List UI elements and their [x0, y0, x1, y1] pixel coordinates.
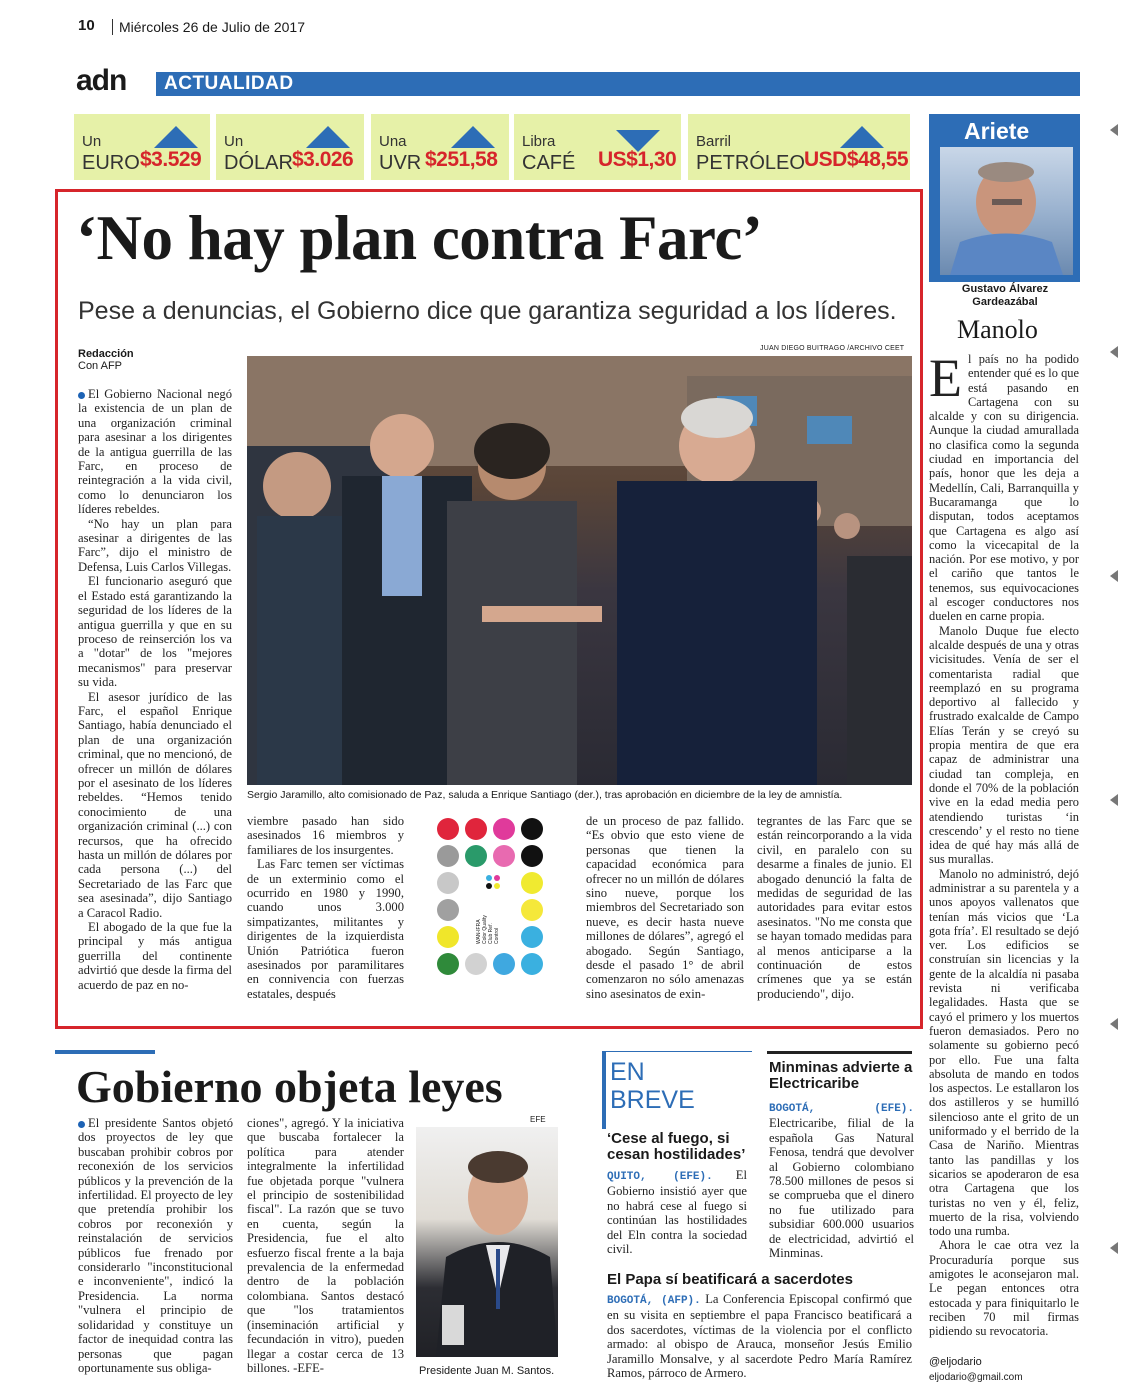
margin-arrow-icon — [1110, 794, 1118, 806]
indicator-uvr — [371, 114, 509, 180]
section-label: ACTUALIDAD — [164, 73, 294, 94]
article-column-3 — [586, 814, 744, 1001]
indicator-label: Barril — [696, 133, 732, 150]
trend-up-icon — [840, 126, 884, 148]
paragraph: Ahora le cae otra vez la Procuraduría porque sus amigotes le aconsejaron mal. Le pegan entonces otra estocada y para finiquitarlo le reciben 70 mil firmas pidiendo su revocatoria. — [929, 1238, 1079, 1339]
handshake-photo — [247, 356, 912, 785]
indicator-name: DÓLAR — [224, 152, 293, 174]
second-headline: Gobierno objeta leyes — [76, 1061, 503, 1112]
brief-3-body — [607, 1292, 912, 1380]
paragraph — [929, 348, 1079, 624]
brief-1-body — [607, 1168, 747, 1256]
paragraph-text: El presidente Santos objetó dos proyectos de ley que buscaban prohibir cobros por reconexión de los servicios públicos y la prevención de la infertilidad. El proyecto de ley que pretendía prohibir los cobros por reconexión y reinstalación de servicios públicos fue frenado por considerarlo "inconstitucional e inconveniente", indicó la Presidencia. La norma "vulnera el principio de solidaridad y constituye un factor de inequidad contra las personas que pagan oportunamente sus obliga- — [78, 1116, 233, 1375]
trend-up-icon — [306, 126, 350, 148]
indicator-cafe — [514, 114, 681, 180]
santos-caption: Presidente Juan M. Santos. — [419, 1365, 555, 1377]
opinion-title: Manolo — [957, 315, 1038, 344]
margin-arrow-icon — [1110, 346, 1118, 358]
indicator-label: Un — [224, 133, 244, 150]
brief-text: Electricaribe, filial de la española Gas Natural Fenosa, tendrá que devolver al Gobierno colombiano 78.500 millones de pesos si se comprueba que el dinero no fue utilizado para subsidiar 600.000 usuarios de electricidad, advirtió el Minminas. — [769, 1116, 914, 1261]
author-email: eljodario@gmail.com — [929, 1372, 1023, 1383]
brief-text: El Gobierno insistió ayer que no habrá cese al fuego si continúan las hostilidades del Eln contra la sociedad civil. — [607, 1168, 747, 1257]
bullet-dot-icon — [78, 1121, 85, 1128]
indicator-name: EURO — [82, 152, 140, 174]
margin-arrow-icon — [1110, 124, 1118, 136]
byline-author: Redacción — [78, 348, 134, 360]
author-handle: @eljodario — [929, 1356, 982, 1368]
color-dots — [434, 816, 546, 986]
bullet-dot-icon — [78, 392, 85, 399]
paragraph: ciones", agregó. Y la iniciativa que buscaba fortalecer la política para atender integralmente la infertilidad fue objetada porque "vulnera el principio de sostenibilidad fiscal". La razón que se tuvo en cuenta, según la Presidencia, fue el alto esfuerzo fiscal frente a la baja prevalencia de la enfermedad dentro de la población colombiana. Santos destacó que "los tratamientos (inseminación artificial y fecundación in vitro), pueden llegar a costar cerca de 13 billones. -EFE- — [247, 1116, 404, 1375]
indicator-label: Una — [379, 133, 407, 150]
paragraph-text: l país no ha podido entender qué es lo que está pasando en Cartagena con su alcalde y con su dirigencia. Aunque la ciudad amurallada no clasifica como la segunda ciudad en importancia del país, honor que les deja a Medellín, Cali, Barranquilla y Bucaramanga que lo disputan, todos aceptamos que Cartagena es algo así como la vicecapital de la nación. Por ese motivo, y por el cariño que tantos le tenemos, sus equivocaciones al escoger conductores nos duelen en carne propia. — [929, 352, 1079, 624]
trend-up-icon — [451, 126, 495, 148]
paragraph: Manolo Duque fue electo alcalde después de una y otras vicisitudes. Venía de ser el comentarista radial que reemplazó en su programa deportivo al fallecido y frustrado exalcalde de Campo Elías Terán y se creyó su propia mentira de que era capaz de administrar una ciudad tan compleja, en donde el 70% de la población vive en la edad media pero atendiendo turistas ‘in crescendo’ y el resto no tiene idea de qué hay más allá de sus murallas. — [929, 623, 1079, 867]
brief-text: La Conferencia Episcopal confirmó que en su visita en septiembre el papa Francisco beatificará a dos sacerdotes, víctimas de la violencia por el conflicto armado: al obispo de Arauca, monseñor Jesús Emilio Jaramillo Monsalve, y al sacerdote Pedro María Ramírez Ramos, párroco de Armero. — [607, 1292, 912, 1381]
photo-credit: JUAN DIEGO BUITRAGO /ARCHIVO CEET — [760, 345, 905, 352]
author-portrait — [940, 147, 1073, 275]
paragraph: “No hay un plan para asesinar a dirigentes de las Farc”, dijo el ministro de Defensa, Luis Carlos Villegas. — [78, 516, 232, 574]
photo-illustration — [247, 356, 912, 785]
margin-arrow-icon — [1110, 1018, 1118, 1030]
dateline: QUITO, (EFE). — [607, 1171, 713, 1183]
photo-caption: Sergio Jaramillo, alto comisionado de Paz, saluda a Enrique Santiago (der.), tras aprobación en diciembre de la ley de amnistía. — [247, 789, 843, 801]
article-column-2 — [247, 814, 404, 1001]
second-column-1 — [78, 1116, 233, 1375]
paragraph: El abogado de la que fue la principal y más antigua guerrilla del continente advirtió que desde la firma del acuerdo de paz en no- — [78, 920, 232, 992]
santos-photo — [416, 1127, 558, 1357]
main-subhead: Pese a denuncias, el Gobierno dice que garantiza seguridad a los líderes. — [78, 297, 897, 325]
indicator-name: UVR — [379, 152, 422, 174]
byline-agency: Con AFP — [78, 360, 123, 372]
article-column-1 — [78, 387, 232, 992]
opinion-section-title: Ariete — [964, 118, 1030, 144]
paragraph: tegrantes de las Farc que se están reincorporando a la vida civil, en paralelo con su desarme a finales de junio. El abogado denunció la falta de medidas de seguridad de las autoridades para evitar estos asesinatos. "No me consta que se hayan tomado medidas para al menos anticiparse a la continuación de estos crímenes que ya se están produciendo", dijo. — [757, 814, 912, 1001]
dateline: BOGOTÁ, (EFE). — [769, 1103, 914, 1115]
photo-illustration — [416, 1127, 558, 1357]
indicator-label: Un — [82, 133, 102, 150]
portrait-illustration — [940, 147, 1073, 275]
main-headline: ‘No hay plan contra Farc’ — [76, 203, 763, 273]
indicator-petroleo — [688, 114, 910, 180]
indicator-value: $3.529 — [140, 148, 202, 171]
issue-date: Miércoles 26 de Julio de 2017 — [112, 19, 305, 35]
opinion-author: Gustavo Álvarez Gardeazábal — [961, 283, 1049, 308]
second-photo-credit: EFE — [530, 1115, 546, 1124]
opinion-body — [929, 348, 1079, 1339]
paragraph: de un proceso de paz fallido. “Es obvio que esto viene de personas que tienen la capacidad económica para ofrecer no un millón de dólares sino nueve, porque los miembros del Secretariado son nueve, es decir hasta nueve millones de dólares”, agregó el abogado. Según Santiago, desde el pasado 1° de abril comenzaron no sólo amenazas sino asesinatos de exin- — [586, 814, 744, 1001]
brief-2-body — [769, 1100, 914, 1260]
drop-cap: E — [929, 348, 962, 408]
paragraph: Las Farc temen ser víctimas de un exterminio como el ocurrido en 1980 y 1990, cuando unos 3.000 simpatizantes, militantes y dirigentes de la izquierdista Unión Patriótica fueron asesinados por paramilitares en connivencia con fuerzas estatales, después — [247, 857, 404, 1001]
indicator-value: $251,58 — [425, 148, 498, 171]
paragraph-text: El Gobierno Nacional negó la existencia de un plan de una organización criminal para asesinar a los dirigentes de la antigua guerrilla de las Farc, en proceso de reintegración a la vida civil, como lo denunciaron los líderes rebeldes. — [78, 387, 232, 517]
trend-up-icon — [154, 126, 198, 148]
indicator-name: PETRÓLEO — [696, 152, 805, 174]
dateline: BOGOTÁ, (AFP). — [607, 1295, 701, 1307]
paragraph: El funcionario aseguró que el Estado está garantizando la seguridad de los líderes de la antigua guerrilla y que en su proceso de reinserción los va a "dotar" de los "mejores mecanismos" para preservar su vida. — [78, 574, 232, 690]
adn-logo: adn — [76, 64, 127, 97]
color-bar-label: WAN-IFRA Color Quality Club Ref. Control — [476, 915, 500, 944]
paragraph: El asesor jurídico de las Farc, el español Enrique Santiago, había denunciado el plan de una organización criminal, que no mencionó, de ofrecer un millón de dólares por el asesinato de los líderes rebeldes. “Hemos tenido conocimiento de una organización criminal (...) con recursos, que ha ofrecido hasta un millón de dólares por cada persona (...) del Secretariado de las Farc que sea asesinada”, dijo Santiago a Caracol Radio. — [78, 689, 232, 920]
paragraph: Manolo no administró, dejó administrar a su parentela y a unos apoyos vallenatos que tenían más vicios que ‘La gota fría’. El resultado se dejó ver. Los edificios se construían sin licencias y la gente de la alcaldía ni pasaba revista ni verificaba legalidades. Hasta que se cayó el primero y los muertos fueron demasiados. Pero no solamente su gobierno pecó por ello. Fue una falta absoluta de mando en todos los aspectos. Le estallaron los dos astilleros y se humilló silencioso ante el grito de un uniformado y el berrido de la Casa de Nariño. Mientras tanto las pandillas y los sicarios se apoderaron de esa otra Cartagena que los turistas no ven y él, feliz, muerto de la risa, volviendo todo una rumba. — [929, 866, 1079, 1239]
section-rule — [55, 1050, 155, 1054]
indicator-value: USD$48,55 — [804, 148, 909, 171]
page-number: 10 — [78, 17, 95, 34]
brief-rule — [767, 1051, 912, 1054]
en-breve-label: EN BREVE — [610, 1058, 695, 1114]
paragraph — [78, 1116, 233, 1375]
indicator-label: Libra — [522, 133, 556, 150]
indicator-name: CAFÉ — [522, 152, 576, 174]
second-column-2 — [247, 1116, 404, 1375]
paragraph: viembre pasado han sido asesinados 16 miembros y familiares de los insurgentes. — [247, 814, 404, 857]
brief-1-title: ‘Cese al fuego, si cesan hostilidades’ — [607, 1130, 746, 1163]
margin-arrow-icon — [1110, 1242, 1118, 1254]
indicator-euro — [74, 114, 210, 180]
indicator-dolar — [216, 114, 364, 180]
paragraph — [78, 387, 232, 517]
indicator-value: $3.026 — [292, 148, 354, 171]
article-column-4 — [757, 814, 912, 1001]
indicator-value: US$1,30 — [598, 148, 677, 171]
section-bar — [156, 72, 1080, 96]
byline — [78, 348, 134, 372]
brief-3-title: El Papa sí beatificará a sacerdotes — [607, 1271, 853, 1288]
margin-arrow-icon — [1110, 570, 1118, 582]
brief-2-title: Minminas advierte a Electricaribe — [769, 1059, 913, 1092]
color-control-bar — [434, 816, 546, 986]
